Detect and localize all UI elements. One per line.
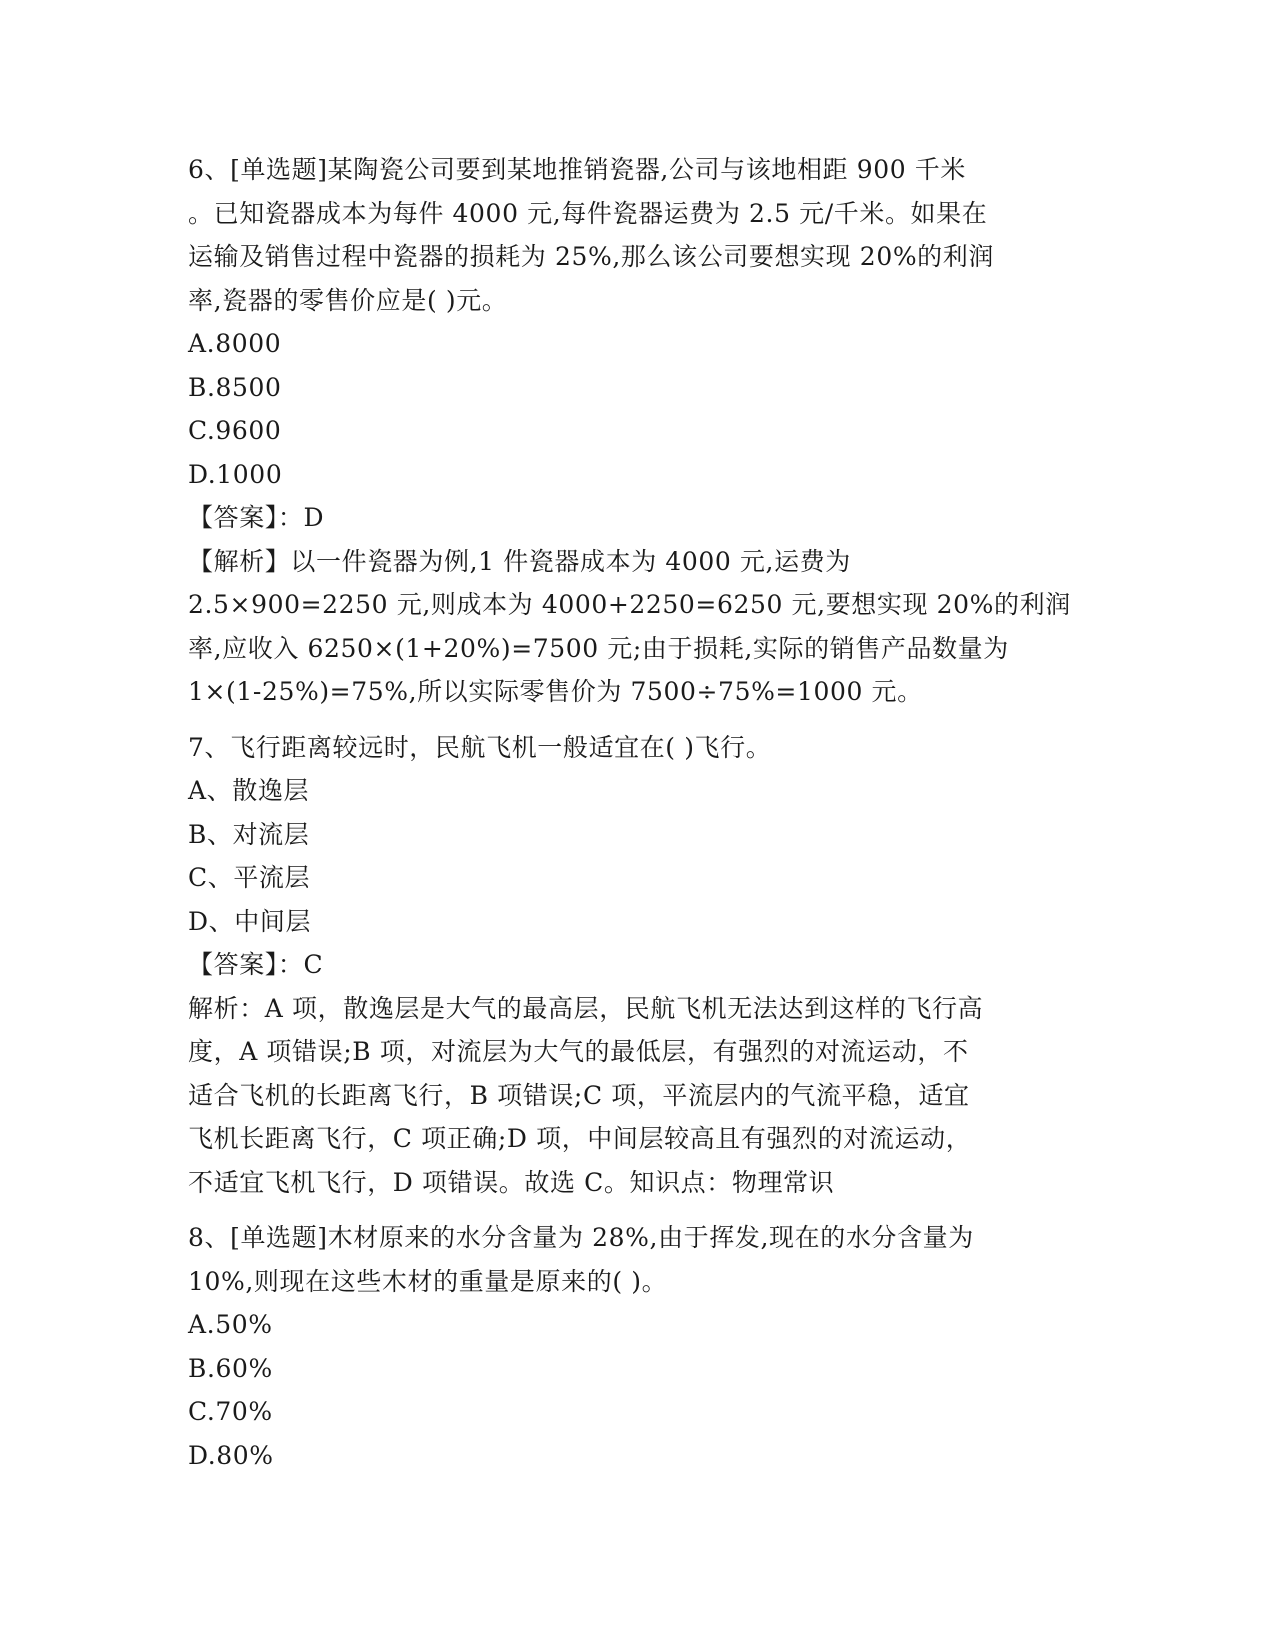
option-b: B、对流层 bbox=[188, 819, 310, 849]
analysis-line: 解析：A 项，散逸层是大气的最高层，民航飞机无法达到这样的飞行高 bbox=[188, 993, 984, 1023]
option-a: A.50% bbox=[188, 1310, 273, 1339]
option-c: C、平流层 bbox=[188, 863, 311, 892]
question-spacer bbox=[188, 1204, 1088, 1216]
answer-label: 【答案】：C bbox=[188, 950, 324, 979]
question-stem-line: 运输及销售过程中瓷器的损耗为 25%,那么该公司要想实现 20%的利润 bbox=[188, 242, 994, 271]
question-8 bbox=[188, 1216, 1088, 1477]
option-d: D、中间层 bbox=[188, 906, 312, 936]
analysis-line: 不适宜飞机飞行，D 项错误。故选 C。知识点：物理常识 bbox=[188, 1167, 835, 1197]
option-c: C.70% bbox=[188, 1397, 273, 1426]
question-stem-line: 。已知瓷器成本为每件 4000 元,每件瓷器运费为 2.5 元/千米。如果在 bbox=[188, 198, 988, 228]
analysis-line: 【解析】以一件瓷器为例,1 件瓷器成本为 4000 元,运费为 bbox=[188, 546, 851, 576]
analysis-line: 度，A 项错误;B 项，对流层为大气的最低层，有强烈的对流运动，不 bbox=[188, 1037, 969, 1066]
analysis-line: 飞机长距离飞行，C 项正确;D 项，中间层较高且有强烈的对流运动， bbox=[188, 1124, 972, 1153]
question-stem-line: 10%,则现在这些木材的重量是原来的( )。 bbox=[188, 1266, 668, 1296]
analysis-line: 2.5×900=2250 元,则成本为 4000+2250=6250 元,要想实现 20%的利润 bbox=[188, 590, 1071, 619]
answer-label: 【答案】：D bbox=[188, 503, 325, 532]
option-d: D.1000 bbox=[188, 459, 283, 489]
analysis-line: 适合飞机的长距离飞行，B 项错误;C 项，平流层内的气流平稳，适宜 bbox=[188, 1080, 970, 1110]
analysis-line: 1×(1-25%)=75%,所以实际零售价为 7500÷75%=1000 元。 bbox=[188, 677, 923, 706]
option-b: B.60% bbox=[188, 1353, 273, 1383]
question-6 bbox=[188, 148, 1088, 714]
question-stem-line: 8、[单选题]木材原来的水分含量为 28%,由于挥发,现在的水分含量为 bbox=[188, 1223, 974, 1252]
analysis-line: 率,应收入 6250×(1+20%)=7500 元;由于损耗,实际的销售产品数量为 bbox=[188, 633, 1009, 663]
question-7 bbox=[188, 726, 1088, 1205]
question-stem-line: 7、飞行距离较远时，民航飞机一般适宜在( )飞行。 bbox=[188, 732, 772, 762]
question-spacer bbox=[188, 714, 1088, 726]
option-c: C.9600 bbox=[188, 416, 282, 445]
document-page bbox=[188, 148, 1088, 1477]
question-stem-line: 率,瓷器的零售价应是( )元。 bbox=[188, 285, 508, 315]
option-a: A.8000 bbox=[188, 329, 282, 358]
option-a: A、散逸层 bbox=[188, 776, 310, 805]
option-d: D.80% bbox=[188, 1440, 274, 1470]
option-b: B.8500 bbox=[188, 372, 282, 402]
question-stem-line: 6、[单选题]某陶瓷公司要到某地推销瓷器,公司与该地相距 900 千米 bbox=[188, 155, 966, 184]
